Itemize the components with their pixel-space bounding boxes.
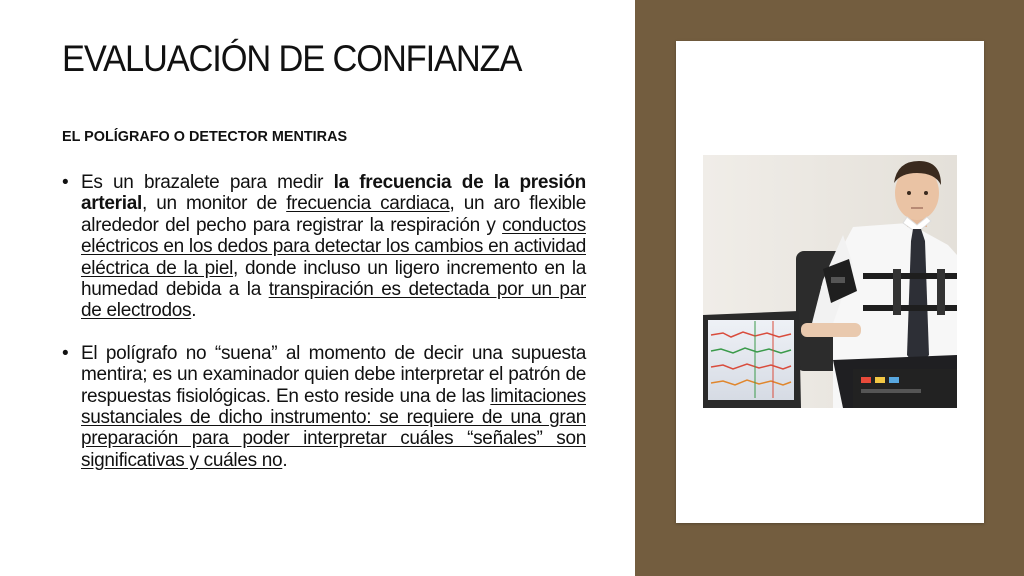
underlined-limitations: limitaciones sustanciales de dicho instrumento: se requiere de una gran preparación para poder interpretar cuáles “señales” son significativas y cuáles no	[81, 385, 586, 471]
underlined-electrodes: transpiración es detectada por un par de electrodos	[81, 279, 586, 322]
bullet-item-limitations: • El polígrafo no “suena” al momento de decir una supuesta mentira; es un examinador quien debe interpretar el patrón de respuestas fisiológicas. En esto reside una de las limitaciones sustanciales de dicho instrumento: se requiere de una gran preparación para poder interpretar cuáles “señales” son significativas y cuáles no.	[62, 343, 586, 471]
laptop-screen	[708, 320, 794, 400]
polygraph-photo	[703, 155, 957, 408]
slide-title: EVALUACIÓN DE CONFIANZA	[62, 38, 522, 79]
bullet-item-device-description: • Es un brazalete para medir la frecuencia de la presión arterial, un monitor de frecuencia cardiaca, un aro flexible alrededor del pecho para registrar la respiración y conductos eléctricos en los dedos para detectar los cambios en actividad eléctrica de la piel, donde incluso un ligero incremento en la humedad debida a la transpiración es detectada por un par de electrodos.	[62, 172, 586, 322]
underlined-skin-conductance: conductos eléctricos en los dedos para detectar los cambios en actividad eléctrica de la piel	[81, 214, 586, 279]
bold-blood-pressure: la frecuencia de la presión arterial	[81, 172, 586, 215]
subject-hand	[801, 323, 861, 337]
underlined-heart-rate: frecuencia cardiaca	[286, 193, 450, 215]
bullet-list	[62, 172, 586, 471]
slide-subtitle: EL POLÍGRAFO O DETECTOR MENTIRAS	[62, 128, 348, 145]
polygraph-device	[853, 369, 957, 408]
